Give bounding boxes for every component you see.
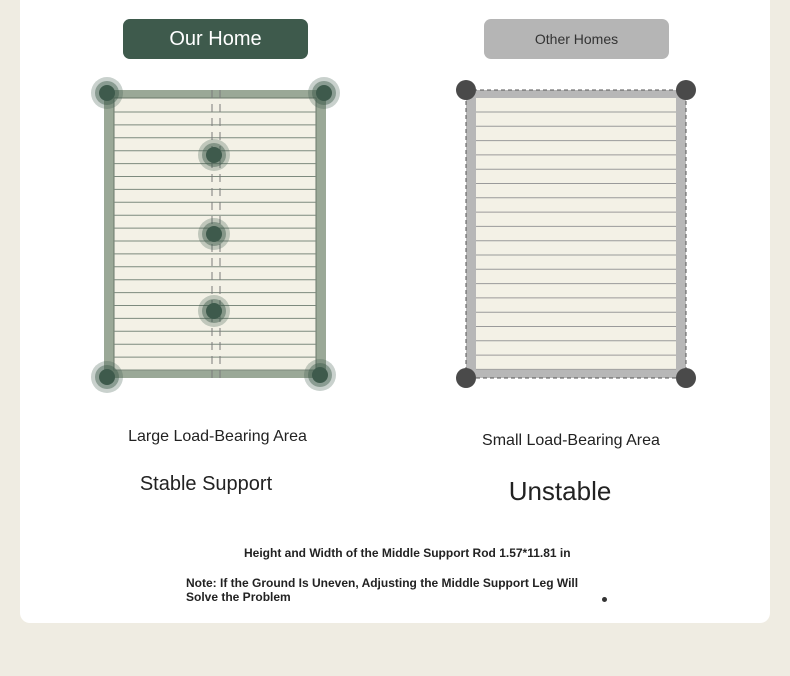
unstable-status: Unstable xyxy=(508,476,612,506)
large-load-caption: Large Load-Bearing Area xyxy=(128,428,307,445)
corner-leg-icon xyxy=(456,368,476,388)
uneven-ground-note: Note: If the Ground Is Uneven, Adjusting the Middle Support Leg Will Solve the Problem xyxy=(186,576,579,604)
small-load-caption: Small Load-Bearing Area xyxy=(482,432,660,449)
support-leg-icon xyxy=(198,218,230,250)
other-homes-bed-frame xyxy=(466,90,686,378)
our-home-button[interactable]: Our Home xyxy=(123,19,308,59)
corner-leg-icon xyxy=(676,80,696,100)
bullet-dot xyxy=(602,597,607,602)
support-leg-icon xyxy=(91,77,123,109)
dimension-note: Height and Width of the Middle Support Rod 1.57*11.81 in xyxy=(244,546,571,560)
support-leg-icon xyxy=(308,77,340,109)
support-leg-icon xyxy=(198,295,230,327)
other-homes-button[interactable]: Other Homes xyxy=(484,19,669,59)
support-leg-icon xyxy=(304,359,336,391)
corner-leg-icon xyxy=(676,368,696,388)
corner-leg-icon xyxy=(456,80,476,100)
support-leg-icon xyxy=(91,361,123,393)
support-leg-icon xyxy=(198,139,230,171)
stable-status: Stable Support xyxy=(139,473,273,495)
